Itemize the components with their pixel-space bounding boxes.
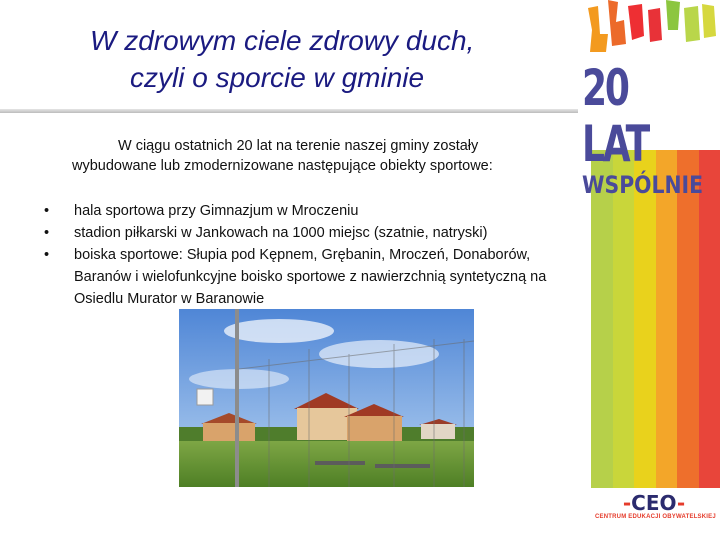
color-stripe — [591, 150, 613, 488]
color-stripe — [613, 150, 635, 488]
anniversary-logo — [582, 60, 720, 200]
anniversary-number: 20 LAT — [582, 59, 649, 173]
bullet-marker: • — [44, 225, 50, 241]
facility-list — [44, 200, 584, 310]
list-item-text: stadion piłkarski w Jankowach na 1000 miejsc (szatnie, natryski) — [74, 225, 488, 241]
color-stripe — [634, 150, 656, 488]
slide-title-line-1: W zdrowym ciele zdrowy duch, — [90, 25, 475, 56]
ceo-short-name: CEO — [631, 491, 677, 515]
list-item-text: boiska sportowe: Słupia pod Kępnem, Grębanin, Mroczeń, Donaborów, Baranów i wielofunkcyjne boisko sportowe z nawierzchnią syntetyczną na Osiedlu Murator w Baranowie — [74, 247, 547, 307]
sports-field-photo — [179, 309, 474, 487]
bullet-marker: • — [44, 203, 50, 219]
color-stripe — [677, 150, 699, 488]
color-stripes — [591, 150, 720, 488]
intro-line-1: W ciągu ostatnich 20 lat na terenie naszej gminy zostały — [118, 138, 479, 154]
people-silhouettes-icon — [584, 0, 720, 60]
title-divider — [0, 109, 578, 113]
slide-title — [0, 22, 580, 96]
intro-line-2: wybudowane lub zmodernizowane następujące obiekty sportowe: — [72, 158, 493, 174]
list-item — [44, 244, 584, 310]
list-item — [44, 222, 584, 244]
ceo-brand: -CEO- — [622, 491, 686, 515]
bullet-marker: • — [44, 247, 50, 263]
branding-panel — [580, 0, 720, 540]
color-stripe — [656, 150, 678, 488]
slide-title-line-2: czyli o sporcie w gminie — [130, 62, 425, 93]
list-item-text: hala sportowa przy Gimnazjum w Mroczeniu — [74, 203, 359, 219]
ceo-logo — [595, 491, 716, 522]
anniversary-word: WSPÓLNIE — [582, 171, 704, 199]
intro-paragraph — [72, 136, 552, 176]
ceo-full-name: CENTRUM EDUKACJI OBYWATELSKIEJ — [595, 514, 716, 520]
color-stripe — [699, 150, 720, 488]
list-item — [44, 200, 584, 222]
